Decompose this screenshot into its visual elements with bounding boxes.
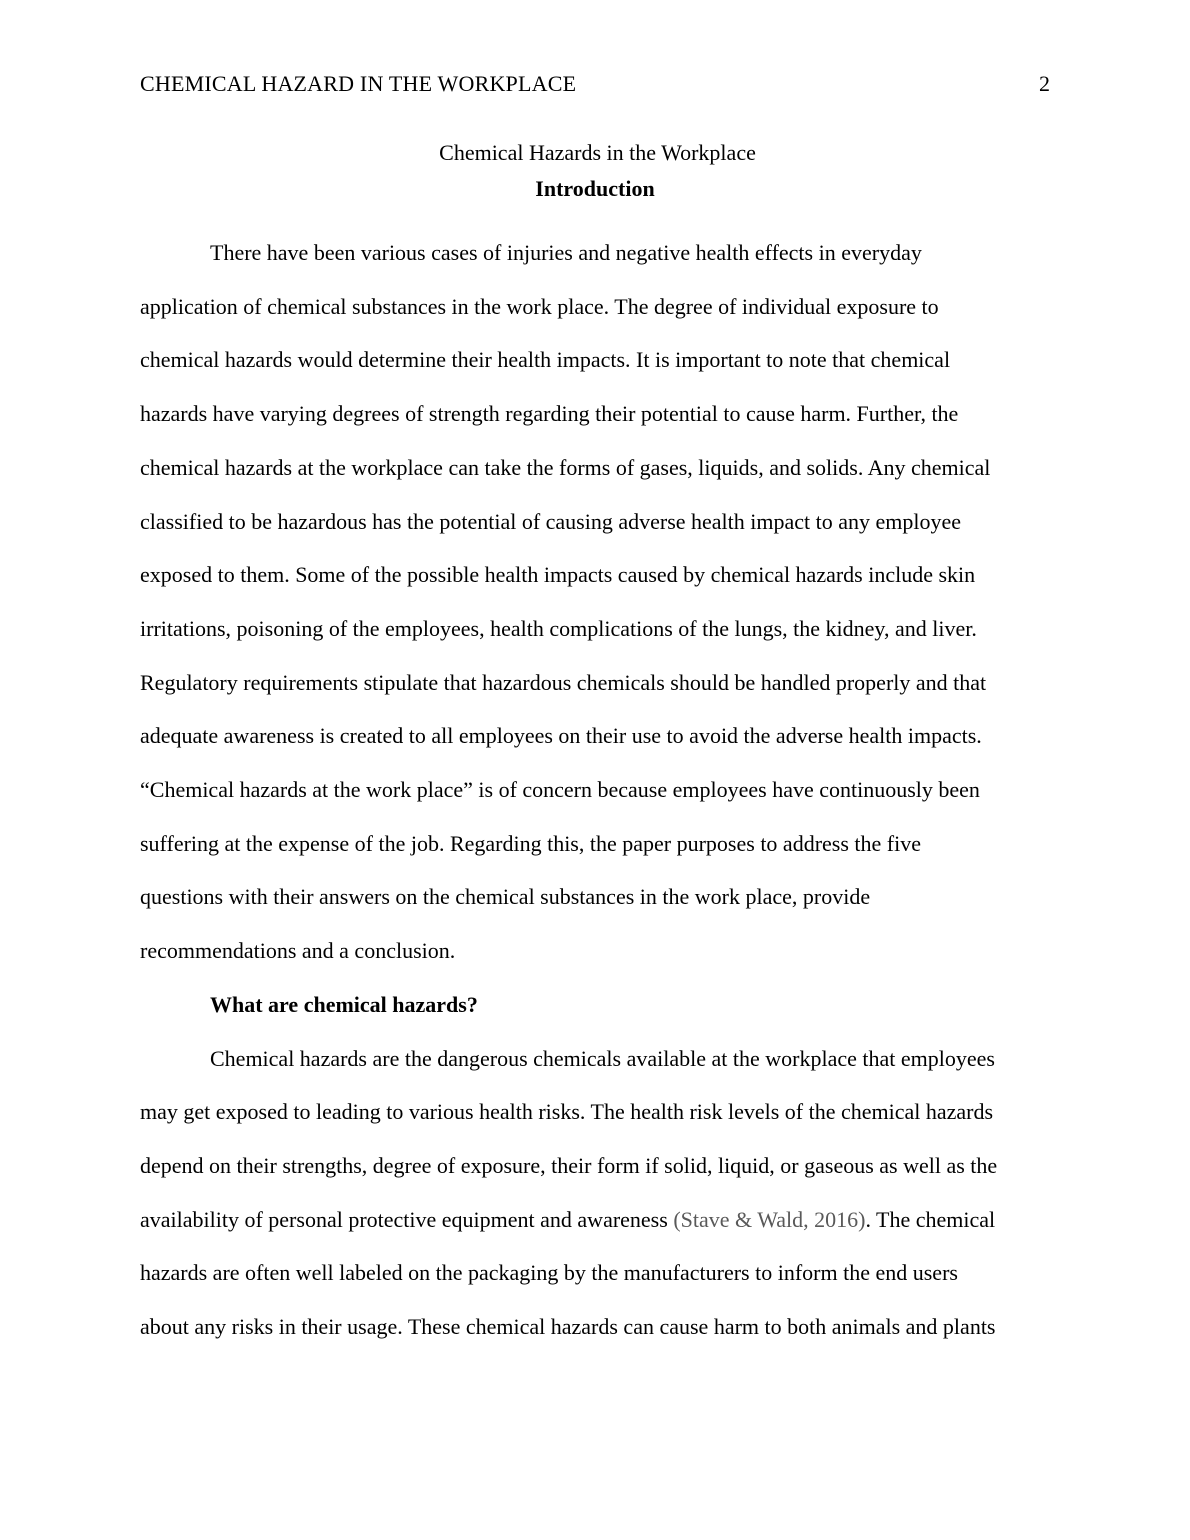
definition-paragraph: [140, 1032, 1050, 1354]
document-title: Chemical Hazards in the Workplace: [439, 140, 756, 165]
paragraph-line: recommendations and a conclusion.: [140, 938, 456, 964]
paragraph-line: exposed to them. Some of the possible health impacts caused by chemical hazards include skin: [140, 562, 976, 588]
citation-line-text: availability of personal protective equipment and awareness: [140, 1206, 674, 1232]
what-are-chemical-hazards-heading: What are chemical hazards?: [210, 991, 478, 1017]
paragraph-line: chemical hazards at the workplace can take the forms of gases, liquids, and solids. Any chemical: [140, 454, 991, 480]
page-number: 2: [1039, 71, 1050, 96]
paragraph-line: adequate awareness is created to all employees on their use to avoid the adverse health impacts.: [140, 723, 982, 749]
paragraph-line: hazards have varying degrees of strength regarding their potential to cause harm. Further, the: [140, 401, 959, 427]
paragraph-line: irritations, poisoning of the employees, health complications of the lungs, the kidney, and liver.: [140, 615, 977, 641]
citation: (Stave & Wald, 2016): [673, 1206, 866, 1232]
paragraph-line: Chemical hazards are the dangerous chemicals available at the workplace that employees: [210, 1045, 995, 1071]
paragraph-line: “Chemical hazards at the work place” is of concern because employees have continuously been: [140, 777, 980, 803]
paragraph-line: about any risks in their usage. These chemical hazards can cause harm to both animals and plants: [140, 1314, 996, 1340]
introduction-paragraph: [140, 226, 1050, 978]
introduction-heading: Introduction: [535, 176, 655, 201]
paragraph-line: may get exposed to leading to various health risks. The health risk levels of the chemical hazards: [140, 1099, 994, 1125]
paragraph-line: depend on their strengths, degree of exposure, their form if solid, liquid, or gaseous as well as the: [140, 1152, 998, 1178]
paragraph-line: Regulatory requirements stipulate that hazardous chemicals should be handled properly and that: [140, 669, 987, 695]
running-head: CHEMICAL HAZARD IN THE WORKPLACE: [140, 71, 577, 96]
paragraph-line: questions with their answers on the chemical substances in the work place, provide: [140, 884, 871, 910]
paragraph-line: There have been various cases of injuries and negative health effects in everyday: [210, 240, 922, 265]
paragraph-line: classified to be hazardous has the potential of causing adverse health impact to any employee: [140, 508, 962, 534]
document-body: [140, 136, 1050, 1354]
paragraph-line: suffering at the expense of the job. Regarding this, the paper purposes to address the five: [140, 830, 921, 856]
citation-line-text-end: . The chemical: [865, 1206, 996, 1232]
paragraph-line: hazards are often well labeled on the packaging by the manufacturers to inform the end users: [140, 1260, 958, 1286]
paragraph-line: chemical hazards would determine their health impacts. It is important to note that chemical: [140, 347, 951, 373]
paragraph-line: application of chemical substances in the work place. The degree of individual exposure to: [140, 293, 939, 319]
paragraph-line-with-citation: [140, 1193, 1050, 1247]
